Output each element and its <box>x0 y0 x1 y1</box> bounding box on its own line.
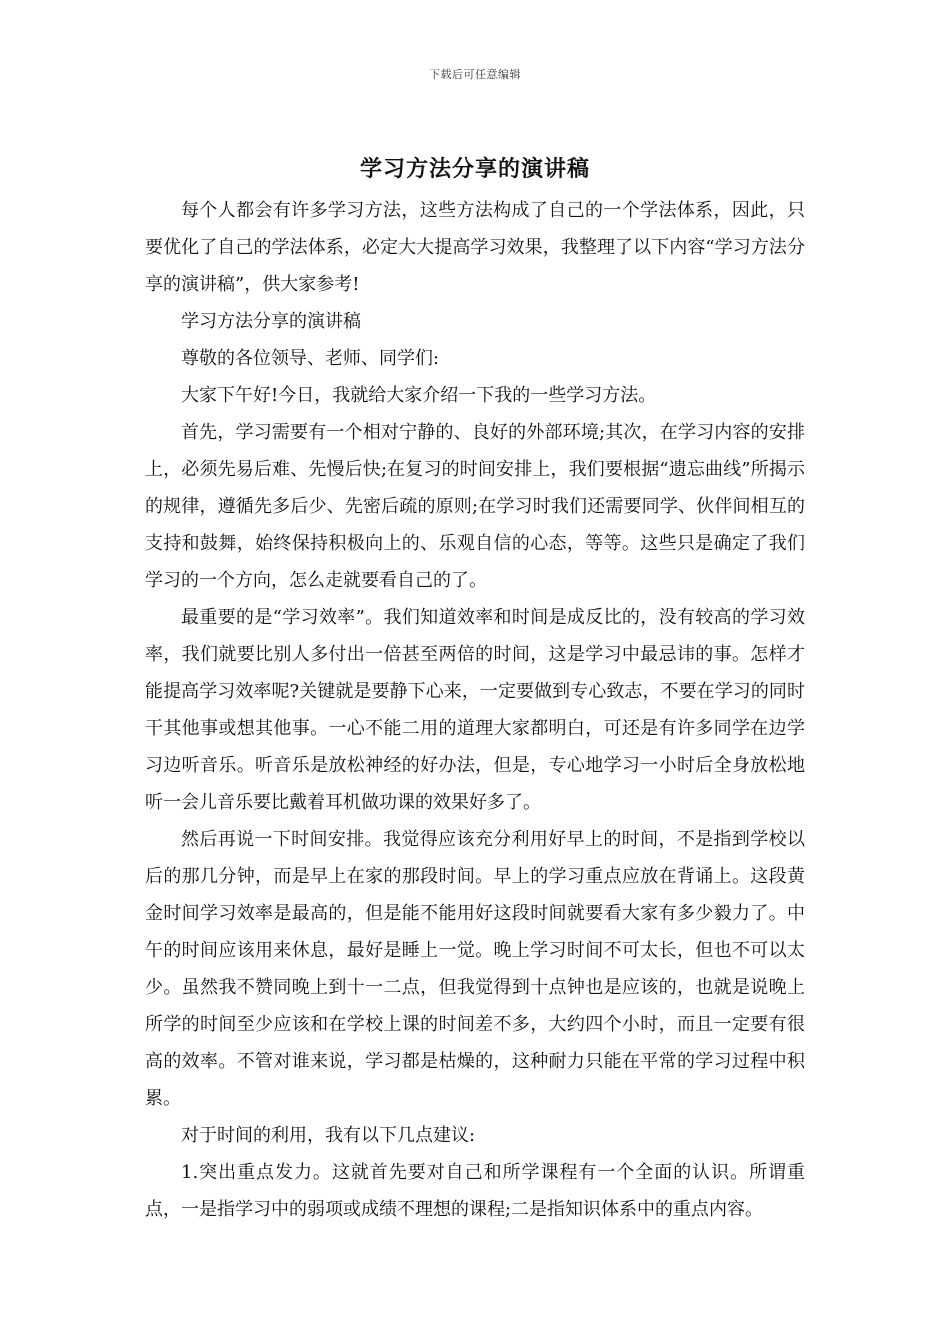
paragraph-time-arrangement: 然后再说一下时间安排。我觉得应该充分利用好早上的时间，不是指到学校以后的那几分钟，而是早上在家的那段时间。早上的学习重点应放在背诵上。这段黄金时间学习效率是最高的，但是能不能用好这段时间就要看大家有多少毅力了。中午的时间应该用来休息，最好是睡上一觉。晚上学习时间不可太长，但也不可以太少。虽然我不赞同晚上到十一二点，但我觉得到十点钟也是应该的，也就是说晚上所学的时间至少应该和在学校上课的时间差不多，大约四个小时，而且一定要有很高的效率。不管对谁来说，学习都是枯燥的，这种耐力只能在平常的学习过程中积累。 <box>145 829 805 1109</box>
paragraph-suggestions-intro: 对于时间的利用，我有以下几点建议: <box>181 1125 476 1146</box>
paragraph-efficiency: 最重要的是“学习效率”。我们知道效率和时间是成反比的，没有较高的学习效率，我们就要比别人多付出一倍甚至两倍的时间，这是学习中最忌讳的事。怎样才能提高学习效率呢?关键就是要静下心来，一定要做到专心致志，不要在学习的同时干其他事或想其他事。一心不能二用的道理大家都明白，可还是有许多同学在边学习边听音乐。听音乐是放松神经的好办法，但是，专心地学习一小时后全身放松地听一会儿音乐要比戴着耳机做功课的效果好多了。 <box>145 607 805 813</box>
document-body <box>145 192 805 1228</box>
paragraph-subtitle: 学习方法分享的演讲稿 <box>181 311 361 332</box>
header-note: 下载后可任意编辑 <box>429 68 521 81</box>
paragraph-salutation: 尊敬的各位领导、老师、同学们: <box>181 348 440 369</box>
paragraph-suggestion-1: 1.突出重点发力。这就首先要对自己和所学课程有一个全面的认识。所谓重点，一是指学习中的弱项或成绩不理想的课程;二是指知识体系中的重点内容。 <box>145 1162 805 1220</box>
paragraph-first: 首先，学习需要有一个相对宁静的、良好的外部环境;其次，在学习内容的安排上，必须先易后难、先慢后快;在复习的时间安排上，我们要根据“遗忘曲线”所揭示的规律，遵循先多后少、先密后疏的原则;在学习时我们还需要同学、伙伴间相互的支持和鼓舞，始终保持积极向上的、乐观自信的心态，等等。这些只是确定了我们学习的一个方向，怎么走就要看自己的了。 <box>145 422 805 591</box>
page-title: 学习方法分享的演讲稿 <box>359 156 590 182</box>
paragraph-greeting: 大家下午好!今日，我就给大家介绍一下我的一些学习方法。 <box>181 385 657 406</box>
paragraph-intro: 每个人都会有许多学习方法，这些方法构成了自己的一个学法体系，因此，只要优化了自己的学法体系，必定大大提高学习效果，我整理了以下内容“学习方法分享的演讲稿”，供大家参考! <box>145 200 805 295</box>
